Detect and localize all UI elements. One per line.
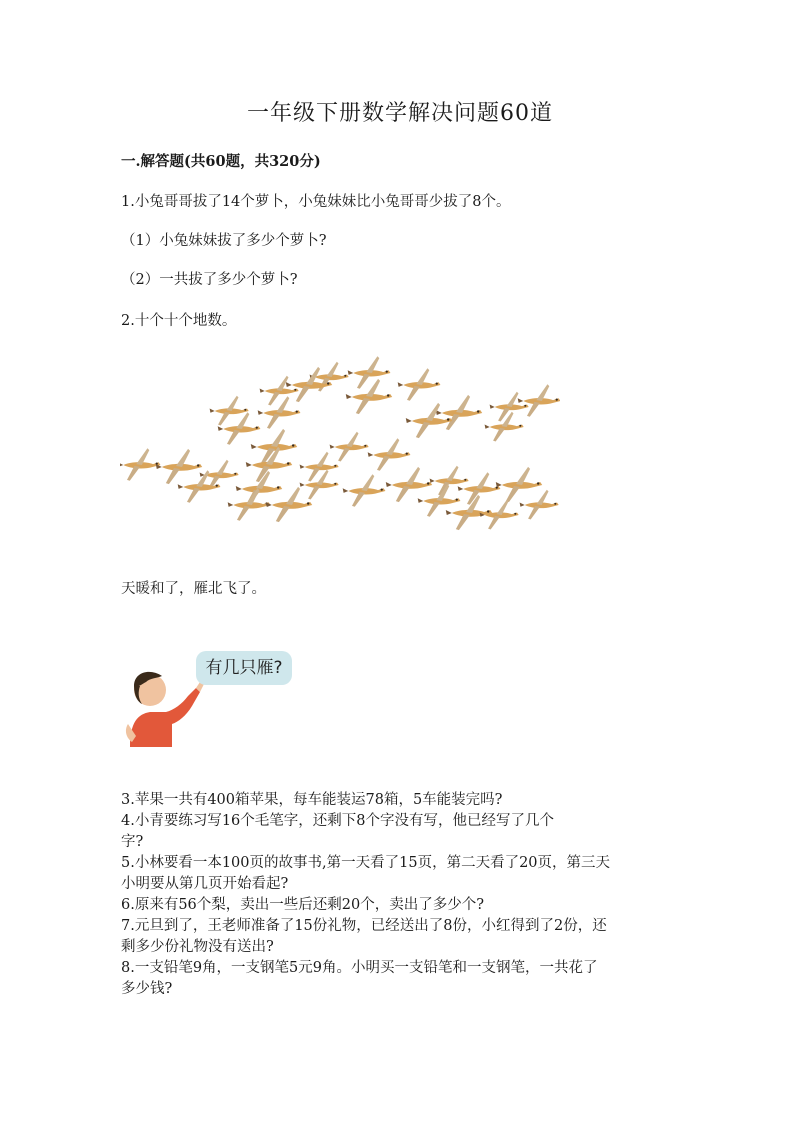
goose-icon — [228, 488, 271, 521]
goose-icon — [120, 448, 160, 481]
goose-icon — [300, 470, 339, 500]
question-5-line-1: 5.小林要看一本100页的故事书,第一天看了15页，第二天看了20页，第三天 — [121, 855, 611, 871]
question-2-caption: 天暖和了，雁北飞了。 — [121, 581, 266, 597]
question-3: 3.苹果一共有400箱苹果，每车能装运78箱，5车能装完吗? — [121, 792, 503, 808]
question-8-line-1: 8.一支铅笔9角，一支钢笔5元9角。小明买一支铅笔和一支钢笔，一共花了 — [121, 960, 598, 976]
goose-icon — [156, 449, 202, 484]
question-7-line-1: 7.元旦到了，王老师准备了15份礼物，已经送出了8份，小红得到了2份，还 — [121, 918, 607, 934]
speech-bubble-text: 有几只雁? — [205, 658, 283, 678]
question-5-line-2: 小明要从第几页开始看起? — [121, 876, 289, 892]
goose-icon — [520, 490, 559, 520]
goose-icon — [300, 452, 339, 482]
goose-icon — [330, 432, 369, 462]
goose-icon — [286, 367, 332, 402]
goose-icon — [406, 403, 452, 438]
section-heading: 一.解答题(共60题，共320分) — [121, 153, 321, 170]
goose-icon — [418, 484, 461, 517]
question-8-line-2: 多少钱? — [121, 981, 173, 997]
page-title: 一年级下册数学解决问题60道 — [247, 101, 553, 126]
goose-icon — [386, 467, 432, 502]
question-6: 6.原来有56个梨，卖出一些后还剩20个，卖出了多少个? — [121, 897, 485, 913]
goose-icon — [398, 368, 441, 401]
geese-flock-illustration — [120, 355, 560, 540]
goose-icon — [518, 384, 560, 417]
goose-icon — [266, 487, 312, 522]
question-2-stem: 2.十个十个地数。 — [121, 313, 237, 329]
question-1-stem: 1.小兔哥哥拔了14个萝卜，小兔妹妹比小兔哥哥少拔了8个。 — [121, 194, 511, 210]
question-4-line-1: 4.小青要练习写16个毛笔字，还剩下8个字没有写，他已经写了几个 — [121, 813, 555, 829]
speech-bubble — [196, 651, 292, 685]
goose-icon — [436, 395, 482, 430]
question-7-line-2: 剩多少份礼物没有送出? — [121, 939, 274, 955]
goose-icon — [346, 379, 392, 414]
question-1-sub-2: （2）一共拔了多少个萝卜? — [121, 272, 298, 288]
goose-icon — [458, 472, 501, 505]
goose-icon — [258, 396, 301, 429]
goose-icon — [368, 438, 411, 471]
goose-icon — [496, 467, 542, 502]
goose-icon — [430, 466, 469, 496]
goose-icon — [260, 376, 299, 406]
question-4-line-2: 字? — [121, 834, 144, 850]
goose-icon — [343, 474, 386, 507]
goose-icon — [348, 356, 391, 389]
question-1-sub-1: （1）小兔妹妹拔了多少个萝卜? — [121, 233, 327, 249]
